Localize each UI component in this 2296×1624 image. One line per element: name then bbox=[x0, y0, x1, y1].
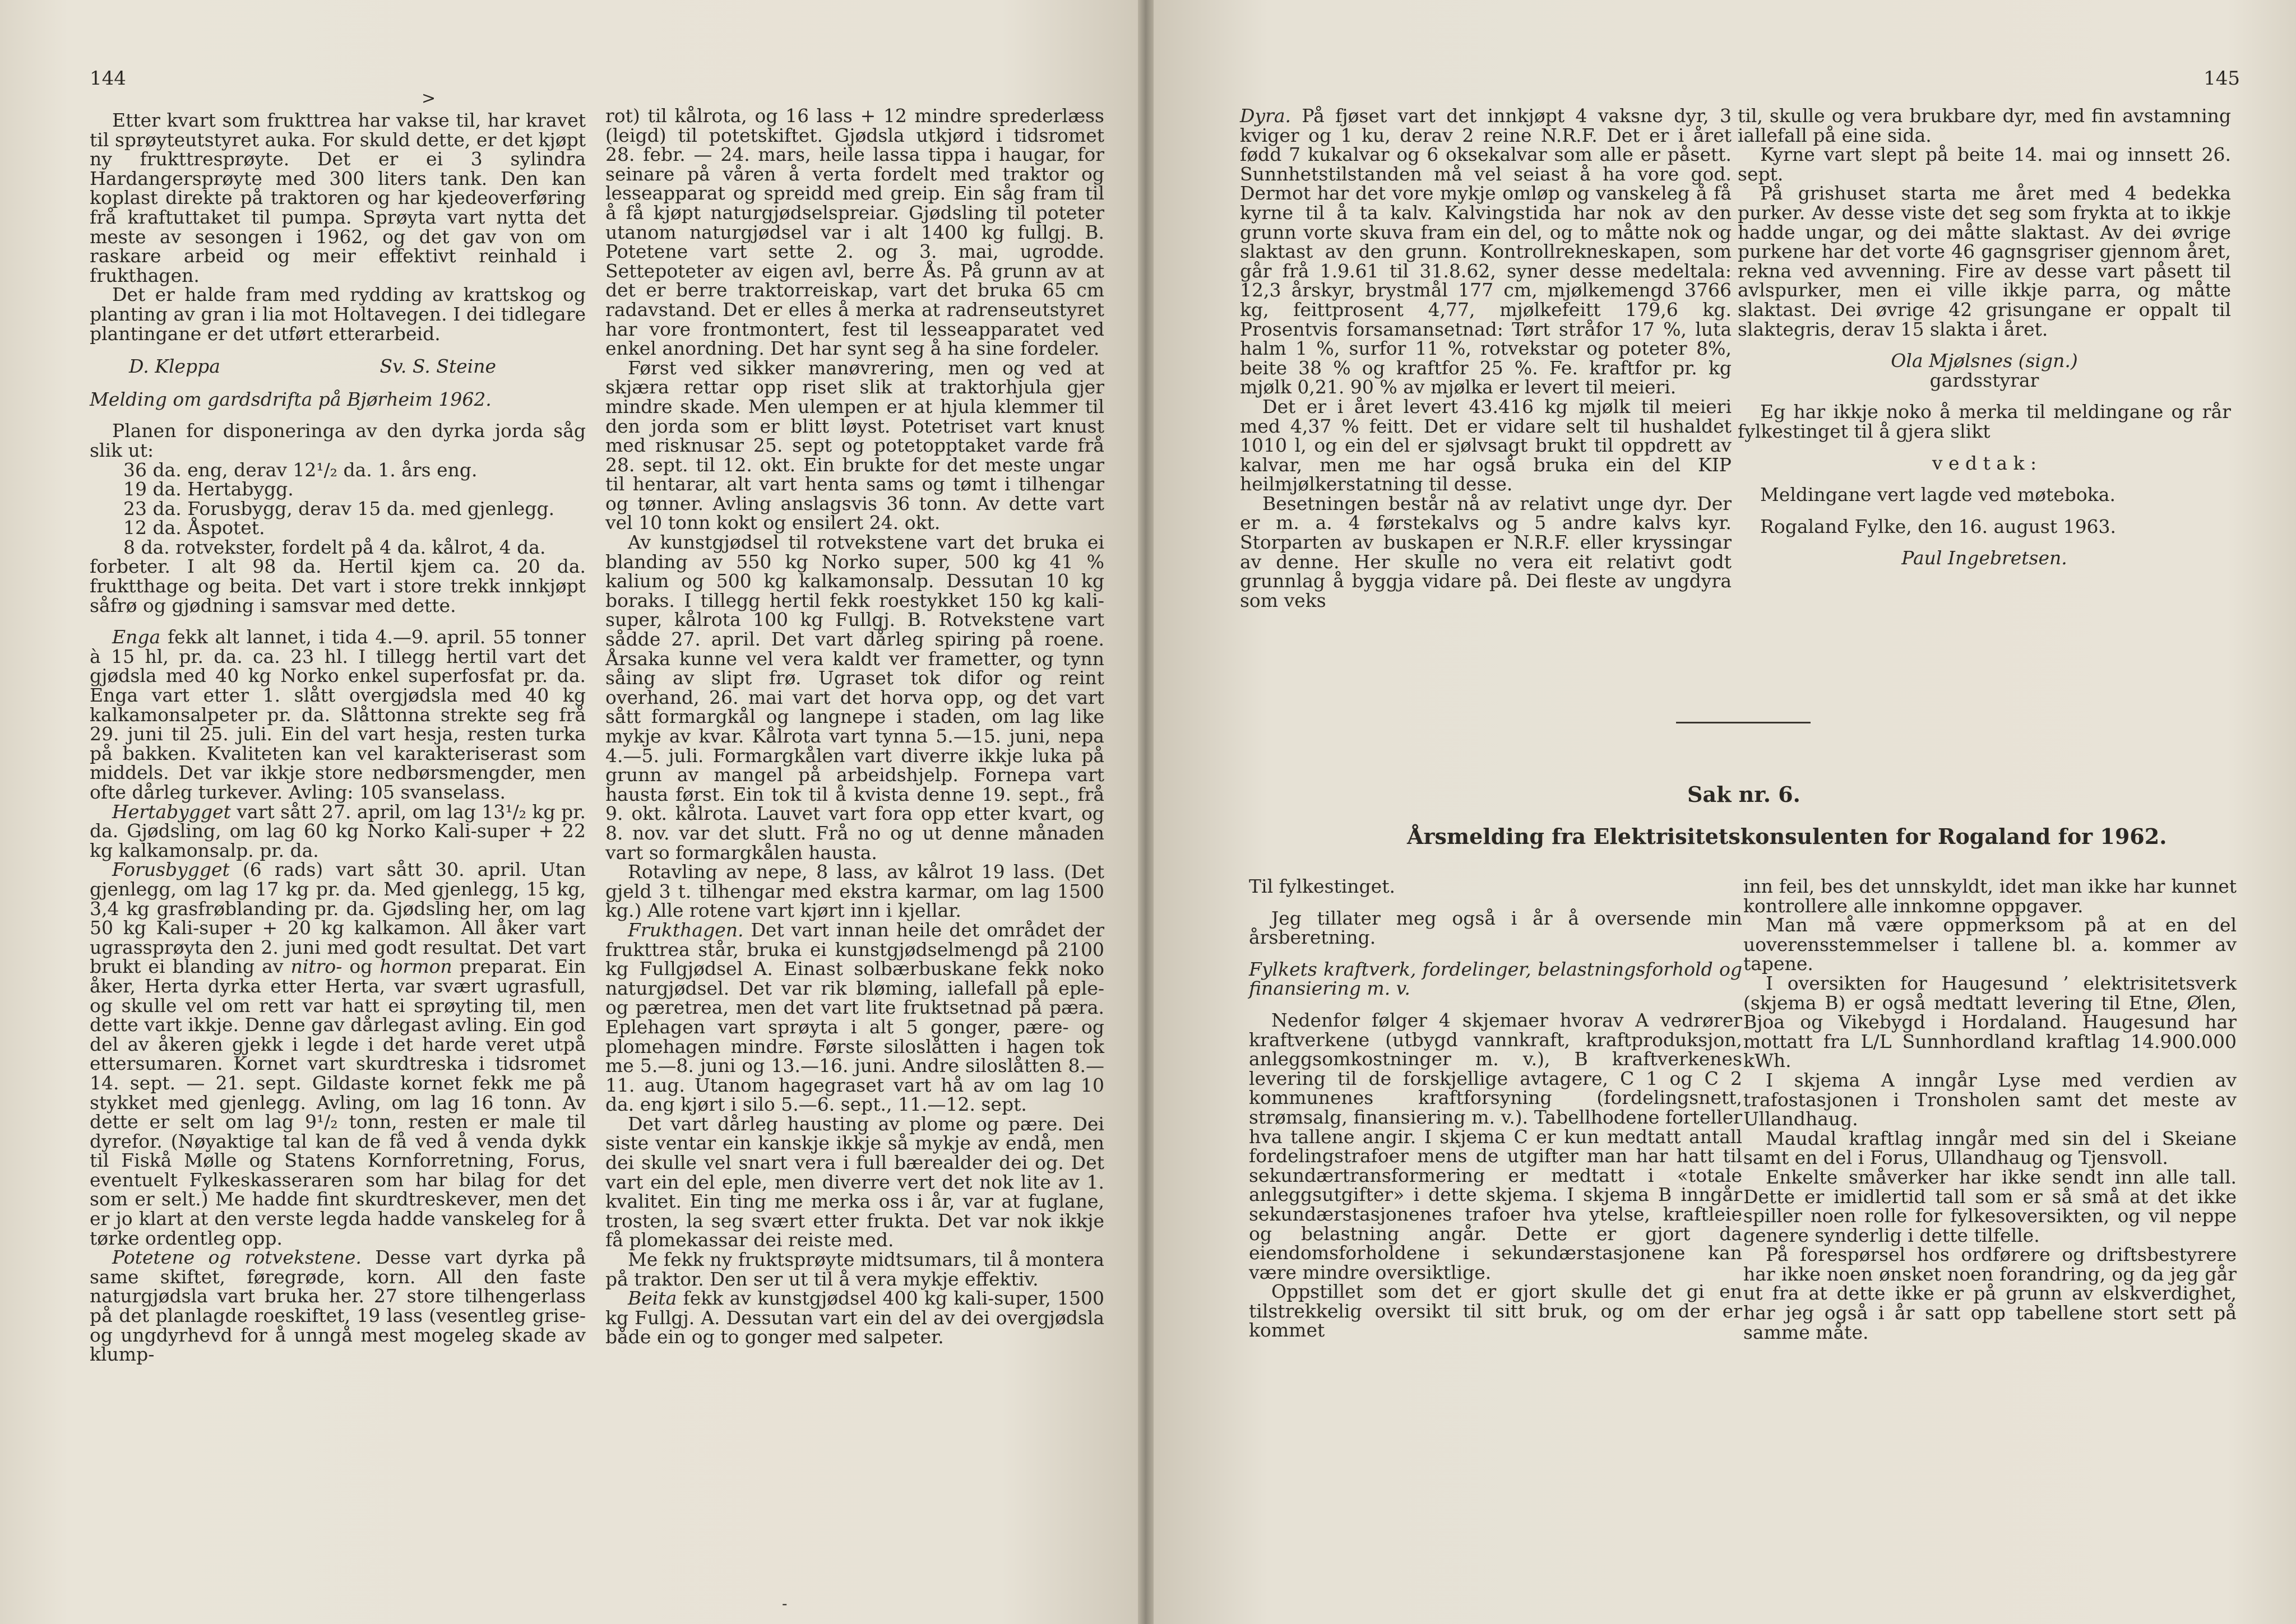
date-line: Rogaland Fylke, den 16. august 1963. bbox=[1760, 515, 2117, 537]
paragraph: Enkelte småverker har ikke sendt inn alle tall. Dette er imidlertid tall som er så små at det ikke spiller noen rolle for fylkesoversikten, og vil neppe genere synderlig i dette tilfelle. bbox=[1743, 1166, 2237, 1246]
paragraph: Det er i året levert 43.416 kg mjølk til meieri med 4,37 % feitt. Det er vidare selt til hushaldet 1010 l, og ein del er sjølvsagt brukt til oppdrett av kalvar, men me har også bruka ein del KIP heilmjølkerstatning til desse. bbox=[1240, 395, 1732, 495]
salutation: Til fylkestinget. bbox=[1249, 875, 1395, 897]
signature-mjolsnes: Ola Mjølsnes (sign.) bbox=[1891, 350, 2078, 372]
right-column-2 bbox=[1738, 106, 2231, 568]
paragraph: Man må være oppmerksom på at en del uoverensstemmelser i tallene bl. a. kommer av tapene. bbox=[1743, 914, 2237, 975]
paragraph: inn feil, bes det unnskyldt, idet man ikke har kunnet kontrollere alle innkomne oppgaver. bbox=[1743, 875, 2237, 917]
paragraph: Etter kvart som frukttrea har vakse til, har kravet til sprøyteutstyret auka. For skuld dette, er det kjøpt ny frukttresprøyte. Det er ei 3 sylindra Hardangersprøyte med 300 liters tank. Den kan koplast direkte på traktoren og har kjedeoverføring frå kraftuttaket til pumpa. Sprøyta vart nytta det meste av sesongen i 1962, og det gav von om raskare arbeid og meir effektivt reinhald i frukthagen. bbox=[90, 109, 586, 286]
paragraph: På forespørsel hos ordførere og driftsbestyrere har ikke noen ønsket noen forandring, og da jeg går ut fra at dette ikke er på grunn av elskverdighet, har jeg også i år satt opp tabellene stort sett på samme måte. bbox=[1743, 1243, 2237, 1343]
paragraph: Planen for disponeringa av den dyrka jorda såg slik ut: bbox=[90, 420, 586, 461]
paragraph: rot) til kålrota, og 16 lass + 12 mindre sprederlæss (leigd) til potetskiftet. Gjødsla utkjørd i tidsromet 28. febr. — 24. mars, heile lassa tippa i haugar, for seinare på våren å verta fordelt med traktor og lesseapparat og spreidd med greip. Ein såg fram til å få kjøpt naturgjødselspreiar. Gjødsling til poteter utanom naturgjødsel var i alt 1400 kg fullgj. B. Potetene vart sette 2. og 3. mai, ugrodde. Settepoteter av eigen avl, berre Ås. På grunn av at det er berre traktorreiskap, vart det bruka 65 cm radavstand. Det er elles å merka at radrenseutstyret har vore frontmontert, fest til lesseapparatet ved enkel anordning. Det har synt seg å ha sine fordeler. bbox=[605, 105, 1104, 360]
paragraph: I oversikten for Haugesund ’ elektrisitetsverk (skjema B) er også medtatt levering til Etne, Ølen, Bjoa og Vikebygd i Hordaland. Haugesund har mottatt fra L/L Sunnhordland kraftlag 14.900.000 kWh. bbox=[1743, 972, 2237, 1072]
paragraph: Det vart dårleg hausting av plome og pære. Dei siste ventar ein kanskje ikkje så mykje av endå, men dei skulle vel snart vera i full bærealder dei og. Det vart ein del eple, men diverre vert det nok lite av 1. kvalitet. Ein ting me merka oss i år, var at fuglane, trosten, la seg svært etter frukta. Det var nok ikkje få plomekassar dei reiste med. bbox=[605, 1112, 1104, 1251]
margin-mark: > bbox=[422, 89, 436, 108]
paragraph-poteter: Potetene og rotvekstene. Desse vart dyrka på same skiftet, føregrøde, korn. All den faste naturgjødsla vart bruka her. 27 store tilhengerlass på det planlagde roeskiftet, 19 lass (vesentleg grise- og ungdyrhevd for å unngå mest mogeleg skade av klump- bbox=[90, 1246, 586, 1366]
signature-row bbox=[90, 357, 586, 377]
left-column-1 bbox=[90, 111, 586, 1365]
report-heading: Årsmelding fra Elektrisitetskonsulenten for Rogaland for 1962. bbox=[1407, 824, 2167, 849]
signature-ingebretsen: Paul Ingebretsen. bbox=[1901, 547, 2067, 569]
book-gutter bbox=[1138, 0, 1154, 1624]
crop-list bbox=[90, 458, 586, 616]
page-number-left: 144 bbox=[90, 67, 126, 90]
paragraph-frukthagen: Frukthagen. Det vart innan heile det området der frukttrea står, bruka ei kunstgjødselmengd på 2100 kg Fullgjødsel A. Einast solbærbuskane fekk noko naturgjødsel. Det var rik bløming, iallefall på eple- og pæretrea, men det vart lite fruktsetnad på pæra. Eplehagen vart sprøyta i alt 5 gonger, pære- og plomehagen mindre. Første siloslåtten i hagen tok me 5.—8. juni og 13.—16. juni. Andre siloslåtten 8.—11. aug. Utanom hagegraset vart hå av om lag 10 da. eng kjørt i silo 5.—6. sept., 11.—12. sept. bbox=[605, 918, 1104, 1116]
paragraph-enga: Enga fekk alt lannet, i tida 4.—9. april. 55 tonner à 15 hl, pr. da. ca. 23 hl. I tillegg hertil vart det gjødsla med 40 kg Norko enkel superfosfat pr. da. Enga vart etter 1. slått overgjødsla med 40 kg kalkamonsalpeter pr. da. Slåttonna strekte seg frå 29. juni til 25. juli. Ein del vart hesja, resten turka på bakken. Kvaliteten kan vel karakteriserast som middels. Det var ikkje store nedbørsmengder, men ofte dårleg turkever. Avling: 105 svanselass. bbox=[90, 626, 586, 803]
paragraph: Jeg tillater meg også i år å oversende min årsberetning. bbox=[1249, 907, 1742, 949]
left-page bbox=[0, 0, 1138, 1624]
paragraph-forus: Forusbygget (6 rads) vart sått 30. april. Utan gjenlegg, om lag 17 kg pr. da. Med gjenlegg, 15 kg, 3,4 kg grasfrøblanding pr. da. Gjødsling her, om lag 50 kg Kali-super + 20 kg kalkamon. All åker vart ugrassprøyta den 2. juni med godt resultat. Det vart brukt ei blanding av nitro- og hormon preparat. Ein åker, Herta dyrka etter Herta, var svært ugrasfull, og skulle vel om rett var hatt ei sprøyting til, men dette vart ikkje. Denne gav dårlegast avling. Ein god del av åkeren gjekk i legde i det harde veret utpå ettersumaren. Kornet vart skurdtreska i tidsromet 14. sept. — 21. sept. Gildaste kornet fekk me på stykket med gjenlegg. Avling, om lag 16 tonn. Av dette er selt om lag 9¹/₂ tonn, resten er male til dyrefor. (Nøyaktige tal kan de få ved å venda dykk til Fiskå Mølle og Statens Kornforretning, Forus, eventuelt Fylkeskasseraren som har bilag for det som er selt.) Me hadde fint skurdtreskever, men det er jo klart at den verste legda hadde vanskeleg for å tørke ordentleg opp. bbox=[90, 859, 586, 1249]
paragraph: til, skulle og vera brukbare dyr, med fin avstamning iallefall på eine sida. bbox=[1738, 105, 2231, 146]
report-column-2 bbox=[1743, 877, 2237, 1342]
paragraph: Meldingane vert lagde ved møteboka. bbox=[1760, 484, 2116, 506]
paragraph: Nedenfor følger 4 skjemaer hvorav A vedrører kraftverkene (utbygd vannkraft, kraftproduksjon, anleggsomkostninger m. v.), B kraftverkenes levering til de forskjellige avtagere, C 1 og C 2 kommunenes kraftforsyning (fordelingsnett, strømsalg, finansiering m. v.). Tabellhodene forteller hva tallene angir. I skjema C er kun medtatt antall fordelingstrafoer mens de utgifter man har hatt til sekundærtransformering er medtatt i «totale anleggsutgifter» i dette skjema. I skjema B inngår sekundærstasjonenes trafoer hva ytelse, kraftleie og belastning angår. Dette er gjort da eiendomsforholdene i sekundærstasjonene kan være mindre oversiktlige. bbox=[1249, 1009, 1742, 1283]
list-item: 12 da. Åspotet. bbox=[123, 517, 265, 539]
margin-mark-bottom: - bbox=[782, 1594, 788, 1613]
signature-kleppa: D. Kleppa bbox=[129, 355, 220, 378]
report-column-1 bbox=[1249, 877, 1742, 1340]
paragraph: Det er halde fram med rydding av krattskog og planting av gran i lia mot Holtavegen. I dei tidlegare plantingane er det utført etterarbeid. bbox=[90, 284, 586, 345]
paragraph: Oppstillet som det er gjort skulle det gi en tilstrekkelig oversikt til sitt bruk, og om der er kommet bbox=[1249, 1280, 1742, 1342]
signature-role: gardsstyrar bbox=[1929, 369, 2039, 391]
subsection-title: Fylkets kraftverk, fordelinger, belastningsforhold og finansiering m. v. bbox=[1249, 958, 1742, 1000]
paragraph: Av kunstgjødsel til rotvekstene vart det bruka ei blanding av 550 kg Norko super, 500 kg 41 % kalium og 500 kg kalkamonsalp. Dessutan 10 kg boraks. I tillegg hertil fekk roestykket 150 kg kali-super, kålrota 100 kg Fullgj. B. Rotvekstene vart sådde 27. april. Det vart dårleg spiring på roene. Årsaka kunne vel vera kaldt ver frametter, og tynn såing av slipt frø. Ugraset tok difor og reint overhand, 26. mai vart det horva opp, og det vart sått formargkål og langnepe i staden, om lag like mykje av kvar. Kålrota vart tynna 5.—15. juni, nepa 4.—5. juli. Formargkålen vart diverre ikkje luka på grunn av mangel på arbeidshjelp. Fornepa vart hausta først. Ein tok til å kvista denne 19. sept., frå 9. okt. kålrota. Lauvet vart fora opp etter kvart, og 8. nov. var det slutt. Frå no og ut denne månaden vart so formargkålen hausta. bbox=[605, 531, 1104, 864]
section-title: Melding om gardsdrifta på Bjørheim 1962. bbox=[90, 388, 492, 410]
vedtak-label: v e d t a k : bbox=[1932, 452, 2037, 474]
left-column-2 bbox=[605, 106, 1104, 1347]
paragraph-beita: Beita fekk av kunstgjødsel 400 kg kali-super, 1500 kg Fullgj. A. Dessutan vart ein del av dei overgjødsla både ein og to gonger med salpeter. bbox=[605, 1287, 1104, 1348]
paragraph: Rotavling av nepe, 8 lass, av kålrot 19 lass. (Det gjeld 3 t. tilhengar med ekstra karmar, om lag 1500 kg.) Alle rotene vart kjørt inn i kjellar. bbox=[605, 861, 1104, 922]
paragraph: Kyrne vart slept på beite 14. mai og innsett 26. sept. bbox=[1738, 143, 2231, 185]
right-column-1 bbox=[1240, 106, 1732, 610]
paragraph: Me fekk ny fruktsprøyte midtsumars, til å montera på traktor. Den ser ut til å vera mykje effektiv. bbox=[605, 1249, 1104, 1290]
case-number: Sak nr. 6. bbox=[1687, 782, 1800, 807]
paragraph: Eg har ikkje noko å merka til meldingane og rår fylkestinget til å gjera slikt bbox=[1738, 401, 2231, 442]
list-item: 36 da. eng, derav 12¹/₂ da. 1. års eng. bbox=[123, 458, 478, 481]
section-divider bbox=[1676, 722, 1811, 723]
list-item: 19 da. Hertabygg. bbox=[123, 478, 294, 500]
paragraph: Først ved sikker manøvrering, men og ved at skjæra rettar opp riset slik at traktorhjula gjer mindre skade. Men ulempen er at hjula klemmer til den jorda som er blitt løyst. Potetriset vart knust med risknusar 25. sept og potetopptaket varde frå 28. sept. til 12. okt. Ein brukte for det meste ungar til hentarar, alt vart henta sams og tømt i tilhengar og tønner. Avling anslagsvis 36 tonn. Av dette vart vel 10 tonn kokt og ensilert 24. okt. bbox=[605, 356, 1104, 534]
list-item: 23 da. Forusbygg, derav 15 da. med gjenlegg. bbox=[123, 497, 555, 519]
signature-steine: Sv. S. Steine bbox=[379, 355, 496, 378]
paragraph: I skjema A inngår Lyse med verdien av trafostasjonen i Tronsholen samt det meste av Ullandhaug. bbox=[1743, 1069, 2237, 1130]
list-continuation: forbeter. I alt 98 da. Hertil kjem ca. 20 da. fruktthage og beita. Det vart i store trekk innkjøpt såfrø og gjødning i samsvar med dette. bbox=[90, 555, 586, 616]
paragraph: På grishuset starta me året med 4 bedekka purker. Av desse viste det seg som frykta at to ikkje hadde ungar, og dei måtte slaktast. Av dei øvrige purkene har det vorte 46 gagnsgriser gjennom året, rekna ved avvenning. Fire av desse vart påsett til avlspurker, men ei ville ikkje parra, og måtte slaktast. Dei øvrige 42 grisungane er oppalt til slaktegris, derav 15 slakta i året. bbox=[1738, 182, 2231, 340]
paragraph: Maudal kraftlag inngår med sin del i Skeiane samt en del i Forus, Ullandhaug og Tjensvoll. bbox=[1743, 1127, 2237, 1169]
page-number-right: 145 bbox=[2204, 67, 2240, 90]
list-item: 8 da. rotvekster, fordelt på 4 da. kålrot, 4 da. bbox=[123, 536, 546, 558]
paragraph-dyra: Dyra. På fjøset vart det innkjøpt 4 vaksne dyr, 3 kviger og 1 ku, derav 2 reine N.R.F. Det er i året fødd 7 kukalvar og 6 oksekalvar som alle er påsett. Sunnhetstilstanden må vel seiast å ha vore god. Dermot har det vore mykje omløp og vanskeleg å få kyrne til å ta kalv. Kalvingstida har nok av den grunn vorte skuva fram ein del, og to måtte nok og slaktast av den grunn. Kontrollrekneskapen, som går frå 1.9.61 til 31.8.62, syner desse medeltala: 12,3 årskyr, brystmål 177 cm, mjølkemengd 3766 kg, feittprosent 4,77, mjølkefeitt 179,6 kg. Prosentvis forsamansetnad: Tørt stråfor 17 %, luta halm 1 %, surfor 11 %, rotvekstar og poteter 8%, beite 38 % og kraftfor 25 %. Fe. kraftfor pr. kg mjølk 0,21. 90 % av mjølka er levert til meieri. bbox=[1240, 105, 1732, 398]
paragraph: Besetningen består nå av relativt unge dyr. Der er m. a. 4 førstekalvs og 5 andre kalvs kyr. Storparten av buskapen er N.R.F. eller kryssingar av denne. Her skulle no vera eit relativt godt grunnlag å byggja vidare på. Dei fleste av ungdyra som veks bbox=[1240, 492, 1732, 611]
paragraph-herta: Hertabygget vart sått 27. april, om lag 13¹/₂ kg pr. da. Gjødsling, om lag 60 kg Norko Kali-super + 22 kg kalkamonsalp. pr. da. bbox=[90, 800, 586, 861]
